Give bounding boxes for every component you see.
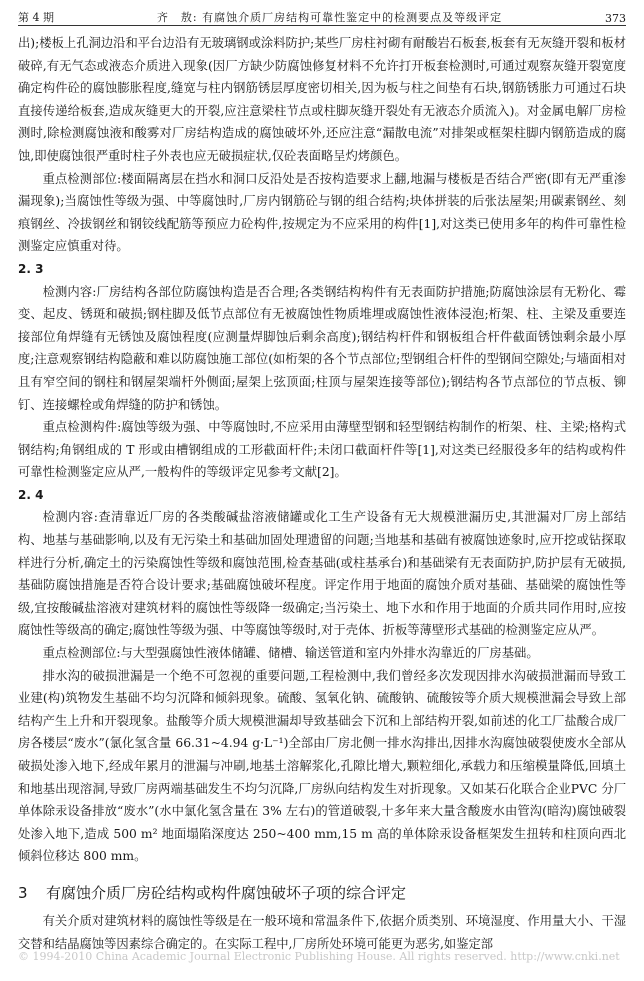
paragraph: 排水沟的破损泄漏是一个绝不可忽视的重要问题,工程检测中,我们曾经多次发现因排水沟破损泄漏而导致工业建(构)筑物发生基础不均匀沉降和倾斜现象。硫酸、氢氧化钠、硫酸钠、硫酸铵等介质大规模泄漏会导致上部结构产生上升和开裂现象。盐酸等介质大规模泄漏却导致基础会下沉和上部结构开裂,如前述的化工厂盐酸合成厂房各楼层“废水”(氯化氢含量 66.31~4.94 g·L⁻¹)全部由厂房北侧一排水沟排出,因排水沟腐蚀破裂使废水全部从破损处渗入地下,经成年累月的泄漏与冲刷,地基土溶解浆化,孔隙比增大,颗粒细化,承载力和压缩模量降低,回填土和地基出现溶洞,导致厂房两端基础发生不均匀沉降,厂房纵向结构发生对折现象。又如某石化联合企业PVC 分厂单体除汞设备排放“废水”(水中氯化氢含量在 3% 左右)的管道破裂,十多年来大量含酸废水由管沟(暗沟)腐蚀破裂处渗入地下,造成 500 m² 地面塌陷深度达 250~400 mm,15 m 高的单体除汞设备框架发生扭转和柱顶向西北倾斜位移达 800 mm。	[18, 668, 626, 864]
paragraph: 出);楼板上孔洞边沿和平台边沿有无玻璃钢或涂料防护;某些厂房柱衬砌有耐酸岩石板套,板套有无灰缝开裂和板材破碎,有无气态或液态介质进入现象(因厂方缺少防腐蚀修复材料不允许打开板套检测时,可通过观察灰缝开裂宽度确定构件砼的腐蚀膨胀程度,缝宽与柱内钢筋锈层厚度密切相关,因为板与柱之间垫有石块,钢筋锈胀力可通过石块直接传递给板套,造成灰缝更大的开裂,应注意梁柱节点或柱脚灰缝开裂处有无液态介质流入)。对金属电解厂房检测时,除检测腐蚀液和酸雾对厂房结构造成的腐蚀破坏外,还应注意“漏散电流”对排架或框架柱脚内钢筋造成的腐蚀,即使腐蚀很严重时柱子外表也应无破损症状,仅砼表面略呈灼烤颜色。	[18, 36, 626, 163]
subsection-heading-2-4: 2. 4	[18, 487, 44, 502]
article-body	[18, 32, 626, 955]
running-header	[18, 0, 626, 26]
subsection-heading-2-3: 2. 3	[18, 261, 44, 276]
paragraph: 检测内容:厂房结构各部位防腐蚀构造是否合理;各类钢结构构件有无表面防护措施;防腐蚀涂层有无粉化、霉变、起皮、锈斑和破损;钢柱脚及低节点部位有无被腐蚀性物质堆埋或腐蚀性液体浸泡;桁架、柱、主梁及重要连接部位角焊缝有无锈蚀及腐蚀程度(应测量焊脚蚀后剩余高度);钢结构杆件和钢板组合杆件截面锈蚀剩余最小厚度;注意观察钢结构隐蔽和难以防腐蚀施工部位(如桁架的各个节点部位;型钢组合杆件的型钢间空隙处;与墙面相对且有窄空间的钢柱和钢屋架端杆外侧面;屋架上弦顶面;柱顶与屋架连接等部位);钢结构各节点部位的节点板、铆钉、连接螺栓或角焊缝的防护和锈蚀。	[18, 284, 626, 412]
section-number: 3	[18, 883, 28, 902]
running-title: 齐 敖: 有腐蚀介质厂房结构可靠性鉴定中的检测要点及等级评定	[156, 11, 503, 24]
paragraph: 重点检测部位:楼面隔离层在挡水和洞口反沿处是否按构造要求上翻,地漏与楼板是否结合严密(即有无严重渗漏现象);当腐蚀性等级为强、中等腐蚀时,厂房内钢筋砼与钢的组合结构;块体拼装的后张法屋架;用碳素钢丝、刻痕钢丝、冷拔钢丝和钢铰线配筋等预应力砼构件,按规定为不应采用的构件[1],对这类已使用多年的构件可靠性检测鉴定应慎重对待。	[18, 171, 626, 254]
section-heading-3	[18, 878, 626, 908]
paragraph: 重点检测部位:与大型强腐蚀性液体储罐、储槽、输送管道和室内外排水沟靠近的厂房基础。	[42, 646, 539, 661]
paragraph: 检测内容:查清靠近厂房的各类酸碱盐溶液储罐或化工生产设备有无大规模泄漏历史,其泄漏对厂房上部结构、地基与基础影响,以及有无污染土和基础加固处理遗留的问题;当地基和基础有被腐蚀迹象时,应开挖或钻探取样进行分析,确定土的污染腐蚀性等级和腐蚀范围,检查基础(或柱基承台)和基础梁有无表面防护,防护层有无破损,基础防腐蚀措施是否符合设计要求;基础腐蚀破坏程度。评定作用于地面的腐蚀介质对基础、基础梁的腐蚀性等级,宜按酸碱盐溶液对建筑材料的腐蚀性等级降一级确定;当污染土、地下水和作用于地面的介质共同作用时,应按腐蚀性等级高的确定;腐蚀性等级为强、中等腐蚀等级时,对于壳体、折板等薄壁形式基础的检测鉴定应从严。	[18, 510, 626, 638]
copyright-footer: © 1994-2010 China Academic Journal Electronic Publishing House. All rights reserved. http://www.cnki.net	[18, 950, 620, 963]
paragraph: 重点检测构件:腐蚀等级为强、中等腐蚀时,不应采用由薄壁型钢和轻型钢结构制作的桁架、柱、主梁;格构式钢结构;角钢组成的 T 形或由槽钢组成的工形截面杆件;未闭口截面杆件等[1],对这类已经服役多年的结构或构件可靠性检测鉴定应从严,一般构件的等级评定见参考文献[2]。	[18, 420, 626, 480]
issue-number: 第 4 期	[18, 11, 54, 24]
page-number: 373	[604, 12, 626, 25]
section-title: 有腐蚀介质厂房砼结构或构件腐蚀破坏子项的综合评定	[46, 883, 407, 902]
paragraph: 有关介质对建筑材料的腐蚀性等级是在一般环境和常温条件下,依据介质类别、环境湿度、作用量大小、干湿交替和结晶腐蚀等因素综合确定的。在实际工程中,厂房所处环境可能更为恶劣,如鉴定部	[18, 913, 626, 951]
